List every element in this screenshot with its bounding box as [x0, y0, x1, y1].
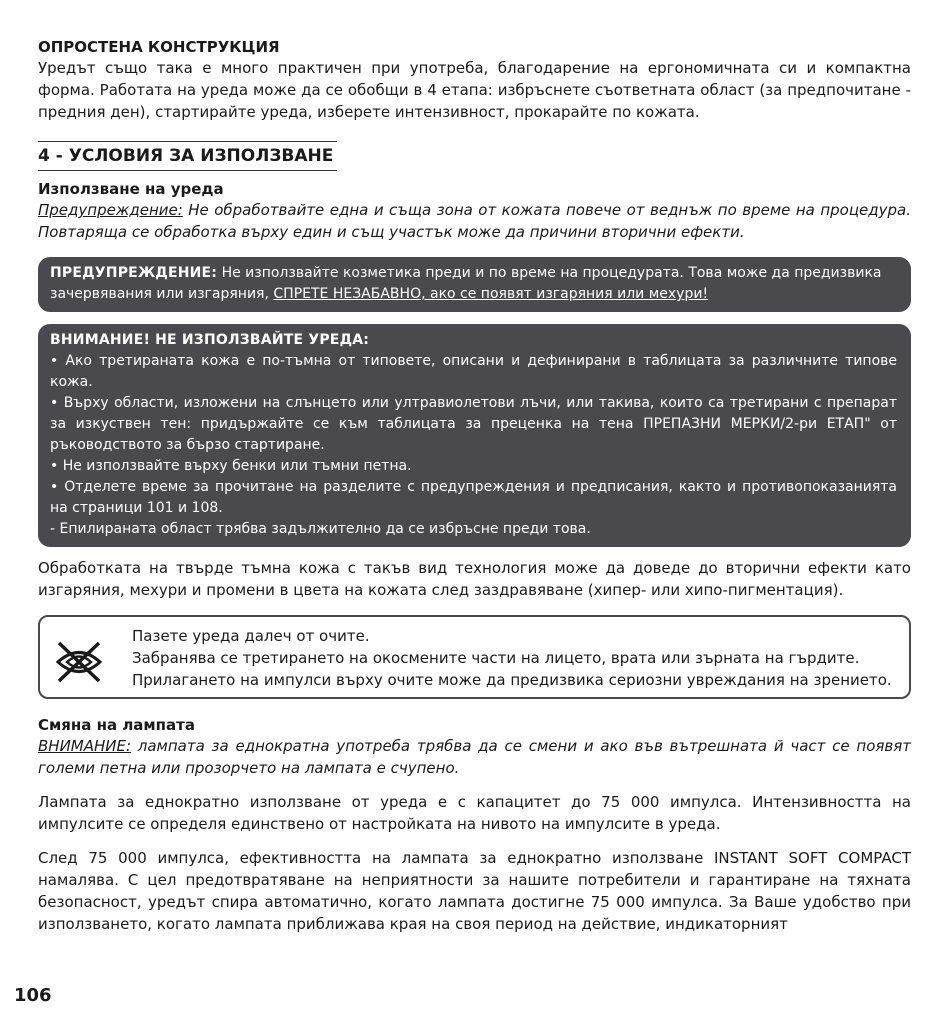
caution-item-5: - Епилираната област трябва задължително да се избръсне преди това.	[50, 521, 591, 537]
eye-line-2: Забранява се третирането на окосмените части на лицето, врата или зърната на гърдите.	[132, 649, 860, 667]
caution-box	[38, 324, 911, 547]
usage-warning-label: Предупреждение:	[38, 201, 183, 219]
caution-item-1: • Ако третираната кожа е по-тъмна от типовете, описани и дефинирани в таблицата за различните типове кожа.	[50, 353, 897, 390]
lamp-paragraph-1: Лампата за еднократно използване от уреда е с капацитет до 75 000 импулса. Интензивността на импулсите се определя единствено от настройката на нивото на импулсите в уреда.	[38, 793, 911, 833]
dark-skin-paragraph: Обработката на твърде тъмна кожа с такъв вид технология може да доведе до вторични ефекти като изгаряния, мехури и промени в цвета на кожата след заздравяване (хипер- или хипо-пигментация).	[38, 559, 911, 599]
lamp-warning	[38, 735, 911, 779]
lamp-heading: Смяна на лампата	[38, 716, 195, 734]
lamp-warning-label: ВНИМАНИЕ:	[38, 737, 132, 755]
lamp-warning-text: лампата за еднократна употреба трябва да се смени и ако във вътрешната й част се появят големи петна или прозорчето на лампата е счупено.	[38, 737, 911, 777]
section-title: 4 - УСЛОВИЯ ЗА ИЗПОЛЗВАНЕ	[38, 141, 337, 171]
lamp-paragraph-2: След 75 000 импулса, ефективността на лампата за еднократно използване INSTANT SOFT COMPACT намалява. С цел предотвратяване на неприятности за нашите потребители и гарантиране на тяхната безопасност, уредът спира автоматично, когато лампата достигне 75 000 импулса. За Ваше удобство при използването, когато лампата приближава края на своя период на действие, индикаторният	[38, 849, 911, 933]
warning-box-text	[50, 263, 897, 305]
eye-warning-box	[38, 615, 911, 699]
no-eyes-icon	[54, 637, 104, 687]
warning-box-body: Не използвайте козметика преди и по време на процедурата. Това може да предизвика зачервявания или изгаряния,	[50, 265, 882, 302]
warning-box-emphasis: СПРЕТЕ НЕЗАБАВНО, ако се появят изгаряния или мехури!	[273, 286, 709, 302]
usage-warning-text: Не обработвайте една и съща зона от кожата повече от веднъж по време на процедура. Повтаряща се обработка върху един и същ участък може да причини вторични ефекти.	[38, 201, 911, 241]
eye-line-1: Пазете уреда далеч от очите.	[132, 627, 370, 645]
warning-box-label: ПРЕДУПРЕЖДЕНИЕ:	[50, 265, 218, 281]
caution-item-4: • Отделете време за прочитане на разделите с предупреждения и предписания, както и противопоказанията на страници 101 и 108.	[50, 479, 897, 516]
usage-heading: Използване на уреда	[38, 180, 224, 198]
caution-item-3: • Не използвайте върху бенки или тъмни петна.	[50, 458, 412, 474]
eye-line-3: Прилагането на импулси върху очите може да предизвика сериозни увреждания на зрението.	[132, 671, 892, 689]
page-number: 106	[14, 985, 52, 1006]
usage-warning	[38, 199, 911, 243]
intro-heading: ОПРОСТЕНА КОНСТРУКЦИЯ	[38, 38, 280, 56]
caution-item-2: • Върху области, изложени на слънцето или ултравиолетови лъчи, или такива, които са третирани с препарат за изкуствен тен: придържайте се към таблицата за преценка на тена ПРЕПАЗНИ МЕРКИ/2-ри ЕТАП" от ръководството за бързо стартиране.	[50, 395, 897, 453]
page-content	[38, 37, 911, 935]
intro-paragraph: Уредът също така е много практичен при употреба, благодарение на ергономичната си и компактна форма. Работата на уреда може да се обобщи в 4 етапа: избръснете съответната област (за предпочитане - предния ден), стартирайте уреда, изберете интензивност, прокарайте по кожата.	[38, 59, 911, 121]
caution-box-title: ВНИМАНИЕ! НЕ ИЗПОЛЗВАЙТЕ УРЕДА:	[50, 332, 370, 348]
warning-box	[38, 257, 911, 312]
